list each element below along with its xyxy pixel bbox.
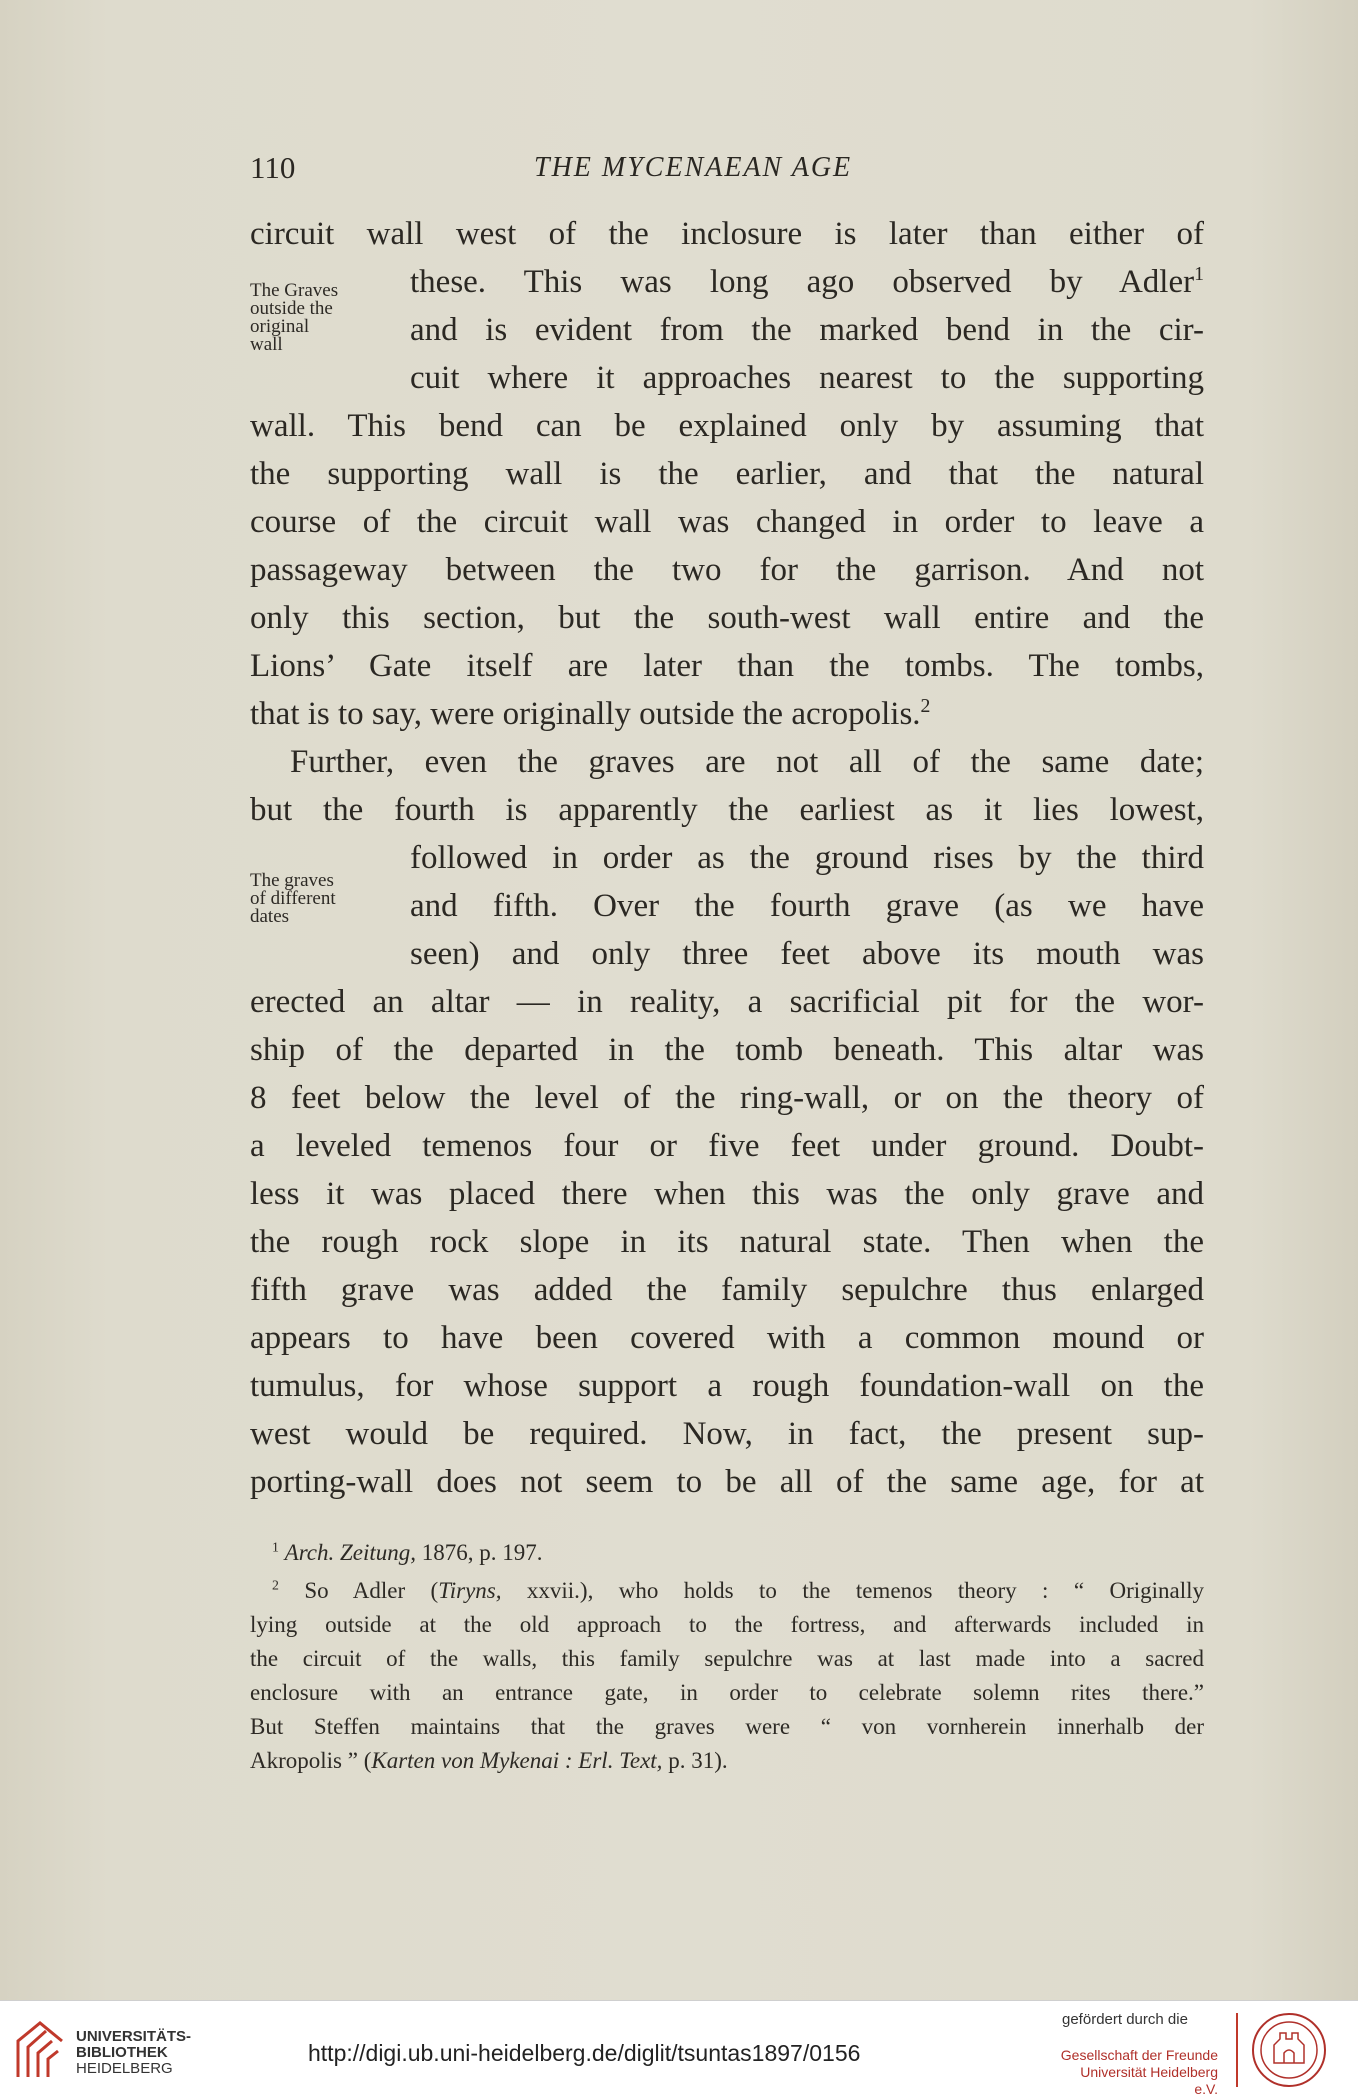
- sponsor-name: [1060, 2047, 1218, 2098]
- body-line: and fifth. Over the fourth grave (as we have: [410, 888, 1204, 924]
- footnote-text: xxvii.), who holds to the temenos theory : “ Originally: [526, 1578, 1205, 1603]
- university-seal-icon: [1250, 2011, 1328, 2089]
- body-line: the supporting wall is the earlier, and that the natural: [250, 456, 1204, 492]
- footnote-title: Tiryns,: [438, 1578, 502, 1603]
- sidenote-line: dates: [250, 906, 290, 927]
- body-line: [250, 694, 1204, 734]
- footnote-title: Arch. Zeitung,: [284, 1540, 417, 1565]
- body-line: erected an altar — in reality, a sacrificial pit for the wor-: [250, 984, 1204, 1020]
- digitization-footer: [0, 2000, 1358, 2100]
- body-line: only this section, but the south-west wall entire and the: [250, 600, 1204, 636]
- footnote-text: So Adler (: [304, 1578, 439, 1603]
- sidenote-graves-dates: [250, 872, 390, 926]
- footnote-2-line: enclosure with an entrance gate, in order to celebrate solemn rites there.”: [250, 1680, 1204, 1705]
- footnote-2-line: lying outside at the old approach to the fortress, and afterwards included in: [250, 1612, 1204, 1637]
- footnote-text: 1876, p. 197.: [421, 1540, 543, 1565]
- body-line: less it was placed there when this was the only grave and: [250, 1176, 1204, 1212]
- body-line: circuit wall west of the inclosure is later than either of: [250, 216, 1204, 252]
- footnote-text: p. 31).: [668, 1748, 728, 1773]
- footnote-ref: 1: [1194, 263, 1204, 285]
- sidenote-line: outside the: [250, 298, 333, 319]
- body-line: tumulus, for whose support a rough foundation-wall on the: [250, 1368, 1204, 1404]
- sponsor-name-line: Universität Heidelberg e.V.: [1080, 2064, 1218, 2097]
- sidenote-graves-outside: [250, 282, 390, 354]
- body-line: porting-wall does not seem to be all of the same age, for at: [250, 1464, 1204, 1500]
- footnote-ref: 2: [920, 695, 931, 717]
- footnote-marker: 2: [272, 1577, 279, 1593]
- sidenote-line: wall: [250, 334, 283, 355]
- body-line: and is evident from the marked bend in the cir-: [410, 312, 1204, 348]
- university-library-logo-icon: [12, 2017, 68, 2085]
- body-line: fifth grave was added the family sepulchre thus enlarged: [250, 1272, 1204, 1308]
- footnote-2-line: [250, 1576, 1204, 1606]
- library-name-line: HEIDELBERG: [76, 2060, 173, 2077]
- sidenote-line: original: [250, 316, 310, 337]
- footnote-marker: 1: [272, 1539, 279, 1555]
- body-line: a leveled temenos four or five feet under ground. Doubt-: [250, 1128, 1204, 1164]
- footnote-title: Karten von Mykenai : Erl. Text,: [371, 1748, 663, 1773]
- footnote-2-line: the circuit of the walls, this family sepulchre was at last made into a sacred: [250, 1646, 1204, 1671]
- footer-divider: [1236, 2013, 1238, 2087]
- sidenote-line: of different: [250, 888, 336, 909]
- body-line: [410, 262, 1204, 302]
- sponsor-label: gefördert durch die: [1062, 2011, 1188, 2028]
- body-line: Lions’ Gate itself are later than the tombs. The tombs,: [250, 648, 1204, 684]
- body-line: Further, even the graves are not all of the same date;: [290, 744, 1204, 780]
- body-line-text: these. This was long ago observed by Adler: [410, 264, 1195, 300]
- body-line: 8 feet below the level of the ring-wall, or on the theory of: [250, 1080, 1204, 1116]
- footnote-text: Akropolis ” (: [250, 1748, 372, 1773]
- body-line: followed in order as the ground rises by the third: [410, 840, 1204, 876]
- page-header: [0, 150, 1358, 190]
- running-head: THE MYCENAEAN AGE: [534, 152, 853, 183]
- body-line: cuit where it approaches nearest to the supporting: [410, 360, 1204, 396]
- sponsor-name-line: Gesellschaft der Freunde: [1060, 2047, 1218, 2063]
- body-line-text: that is to say, were originally outside the acropolis.: [250, 696, 921, 732]
- body-line: ship of the departed in the tomb beneath. This altar was: [250, 1032, 1204, 1068]
- body-line: west would be required. Now, in fact, the present sup-: [250, 1416, 1204, 1452]
- library-name-line: BIBLIOTHEK: [76, 2044, 168, 2061]
- footnote-2-line: [250, 1746, 1204, 1776]
- footnote-1: [250, 1538, 1204, 1568]
- sidenote-line: The graves: [250, 870, 334, 891]
- body-line: but the fourth is apparently the earliest as it lies lowest,: [250, 792, 1204, 828]
- sidenote-line: The Graves: [250, 280, 339, 301]
- permalink-url[interactable]: http://digi.ub.uni-heidelberg.de/diglit/tsuntas1897/0156: [308, 2040, 861, 2066]
- body-line: passageway between the two for the garrison. And not: [250, 552, 1204, 588]
- body-line: seen) and only three feet above its mouth was: [410, 936, 1204, 972]
- page-number: 110: [250, 150, 296, 185]
- body-line: wall. This bend can be explained only by assuming that: [250, 408, 1204, 444]
- footnote-2-line: But Steffen maintains that the graves were “ von vornherein innerhalb der: [250, 1714, 1204, 1739]
- body-line: appears to have been covered with a common mound or: [250, 1320, 1204, 1356]
- body-line: course of the circuit wall was changed in order to leave a: [250, 504, 1204, 540]
- university-library-name: [76, 2029, 191, 2077]
- body-line: the rough rock slope in its natural state. Then when the: [250, 1224, 1204, 1260]
- library-name-line: UNIVERSITÄTS-: [76, 2028, 192, 2045]
